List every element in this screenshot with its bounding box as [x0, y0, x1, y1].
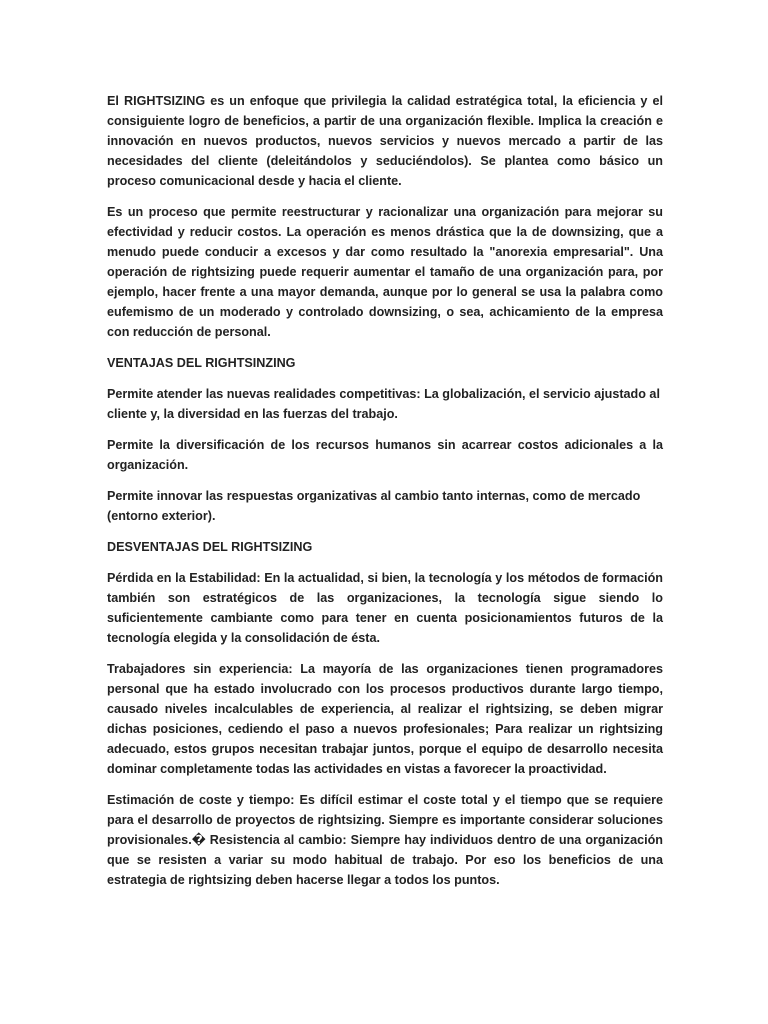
disadvantage-item-3: Estimación de coste y tiempo: Es difícil estimar el coste total y el tiempo que se requiere para el desarrollo de proyectos de rightsizing. Siempre es importante considerar soluciones provisionales.� Resistencia al cambio: Siempre hay individuos dentro de una organización que se resisten a variar su modo habitual de trabajo. Por eso los beneficios de una estrategia de rightsizing deben hacerse llegar a todos los puntos.: [107, 793, 663, 887]
paragraph-intro: El RIGHTSIZING es un enfoque que privilegia la calidad estratégica total, la eficiencia y el consiguiente logro de beneficios, a partir de una organización flexible. Implica la creación e innovación en nuevos productos, nuevos servicios y nuevos mercado a partir de las necesidades del cliente (deleitándolos y seduciéndolos). Se plantea como básico un proceso comunicacional desde y hacia el cliente.: [107, 94, 663, 188]
disadvantage-item-2: Trabajadores sin experiencia: La mayoría de las organizaciones tienen programadores personal que ha estado involucrado con los procesos productivos durante largo tiempo, causado niveles incalculables de experiencia, al realizar el rightsizing, se deben migrar dichas posiciones, cediendo el paso a nuevos profesionales; Para realizar un rightsizing adecuado, estos grupos necesitan trabajar juntos, porque el equipo de desarrollo necesita dominar completamente todas las actividades en vistas a favorecer la proactividad.: [107, 662, 663, 776]
advantage-item-1: Permite atender las nuevas realidades competitivas: La globalización, el servicio ajustado al cliente y, la diversidad en las fuerzas del trabajo.: [107, 387, 660, 421]
advantage-item-2: Permite la diversificación de los recursos humanos sin acarrear costos adicionales a la organización.: [107, 438, 663, 472]
heading-advantages: VENTAJAS DEL RIGHTSINZING: [107, 356, 296, 370]
disadvantage-item-1: Pérdida en la Estabilidad: En la actualidad, si bien, la tecnología y los métodos de formación también son estratégicos de las organizaciones, la tecnología sigue siendo lo suficientemente cambiante como para tener en cuenta posicionamientos futuros de la tecnología elegida y la consolidación de ésta.: [107, 571, 663, 645]
document-page: [107, 91, 663, 901]
heading-disadvantages: DESVENTAJAS DEL RIGHTSIZING: [107, 540, 313, 554]
advantage-item-3: Permite innovar las respuestas organizativas al cambio tanto internas, como de mercado (entorno exterior).: [107, 489, 641, 523]
paragraph-definition: Es un proceso que permite reestructurar y racionalizar una organización para mejorar su efectividad y reducir costos. La operación es menos drástica que la de downsizing, que a menudo puede conducir a excesos y dar como resultado la "anorexia empresarial". Una operación de rightsizing puede requerir aumentar el tamaño de una organización para, por ejemplo, hacer frente a una mayor demanda, aunque por lo general se usa la palabra como eufemismo de un moderado y controlado downsizing, o sea, achicamiento de la empresa con reducción de personal.: [107, 205, 663, 339]
